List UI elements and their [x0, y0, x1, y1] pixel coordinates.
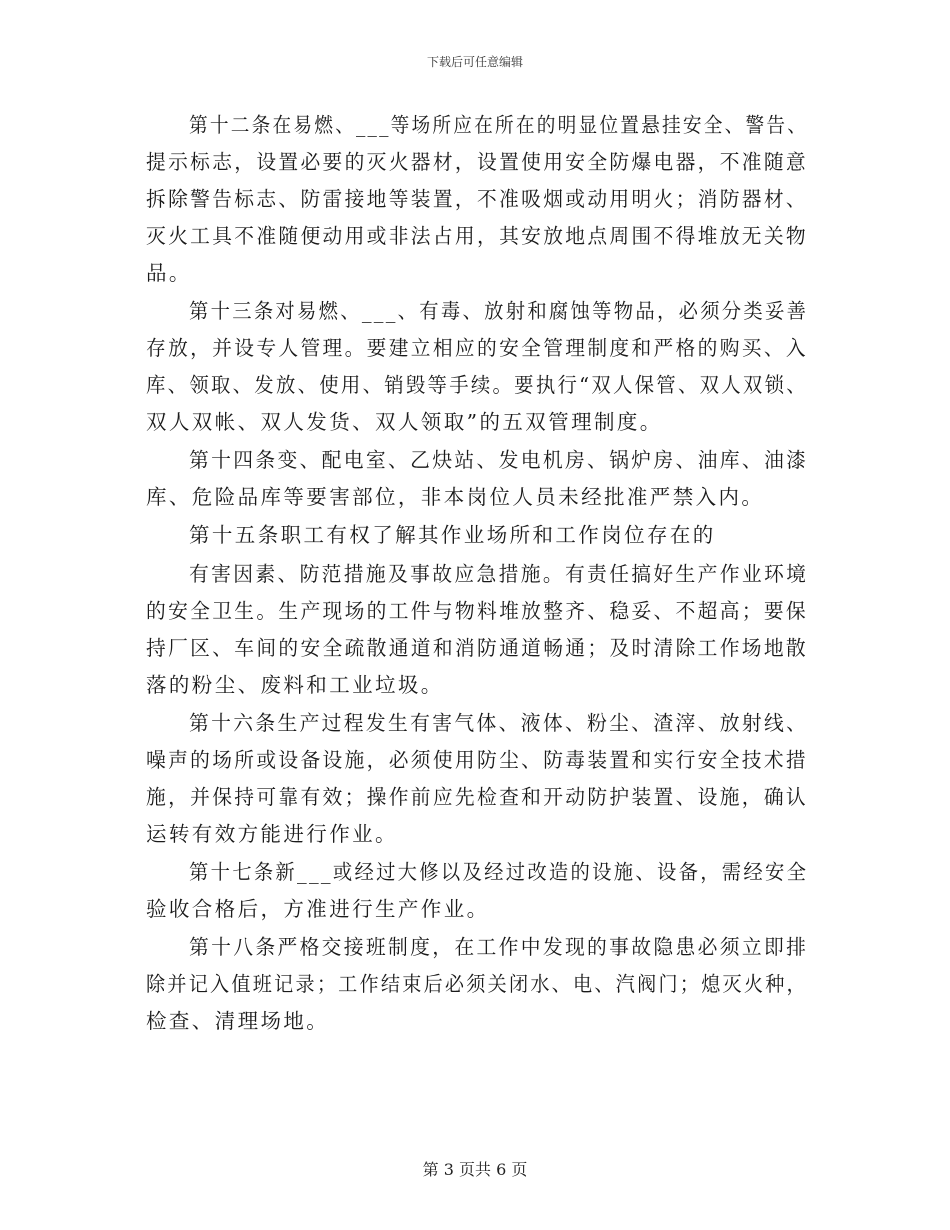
text-line: 提示标志，设置必要的灭火器材，设置使用安全防爆电器，不准随意 [146, 150, 808, 174]
text-line: 第十五条职工有权了解其作业场所和工作岗位存在的 [189, 523, 716, 547]
text-line: 品。 [146, 261, 192, 285]
text-line: 噪声的场所或设备设施，必须使用防尘、防毒装置和实行安全技术措 [146, 748, 808, 772]
text-line: 第十六条生产过程发生有害气体、液体、粉尘、渣滓、放射线、 [189, 711, 809, 735]
text-line: 第十七条新___或经过大修以及经过改造的设施、设备，需经安全 [189, 860, 809, 884]
text-line: 存放，并设专人管理。要建立相应的安全管理制度和严格的购买、入 [146, 336, 808, 360]
text-line: 运转有效方能进行作业。 [146, 822, 398, 846]
text-line: 双人双帐、双人发货、双人领取”的五双管理制度。 [146, 410, 663, 434]
text-line: 拆除警告标志、防雷接地等装置，不准吸烟或动用明火；消防器材、 [146, 187, 808, 211]
text-line: 第十四条变、配电室、乙炔站、发电机房、锅炉房、油库、油漆 [189, 448, 809, 472]
text-line: 落的粉尘、废料和工业垃圾。 [146, 673, 444, 697]
text-line: 第十二条在易燃、___等场所应在所在的明显位置悬挂安全、警告、 [189, 113, 809, 137]
text-line: 检查、清理场地。 [146, 1009, 330, 1033]
text-line: 持厂区、车间的安全疏散通道和消防通道畅通；及时清除工作场地散 [146, 636, 808, 660]
text-line: 验收合格后，方准进行生产作业。 [146, 897, 490, 921]
text-line: 施，并保持可靠有效；操作前应先检查和开动防护装置、设施，确认 [146, 785, 808, 809]
text-line: 第十三条对易燃、___、有毒、放射和腐蚀等物品，必须分类妥善 [189, 299, 809, 323]
text-line: 库、危险品库等要害部位，非本岗位人员未经批准严禁入内。 [146, 485, 765, 509]
text-line: 第十八条严格交接班制度，在工作中发现的事故隐患必须立即排 [189, 935, 809, 959]
page-number-footer: 第 3 页共 6 页 [422, 1160, 528, 1179]
text-line: 有害因素、防范措施及事故应急措施。有责任搞好生产作业环境 [189, 562, 809, 586]
text-line: 库、领取、发放、使用、销毁等手续。要执行“双人保管、双人双锁、 [146, 373, 808, 397]
page-header: 下载后可任意编辑 [426, 55, 523, 69]
text-line: 灭火工具不准随便动用或非法占用，其安放地点周围不得堆放无关物 [146, 224, 808, 248]
text-line: 的安全卫生。生产现场的工件与物料堆放整齐、稳妥、不超高；要保 [146, 599, 808, 623]
text-line: 除并记入值班记录；工作结束后必须关闭水、电、汽阀门；熄灭火种， [146, 972, 808, 996]
